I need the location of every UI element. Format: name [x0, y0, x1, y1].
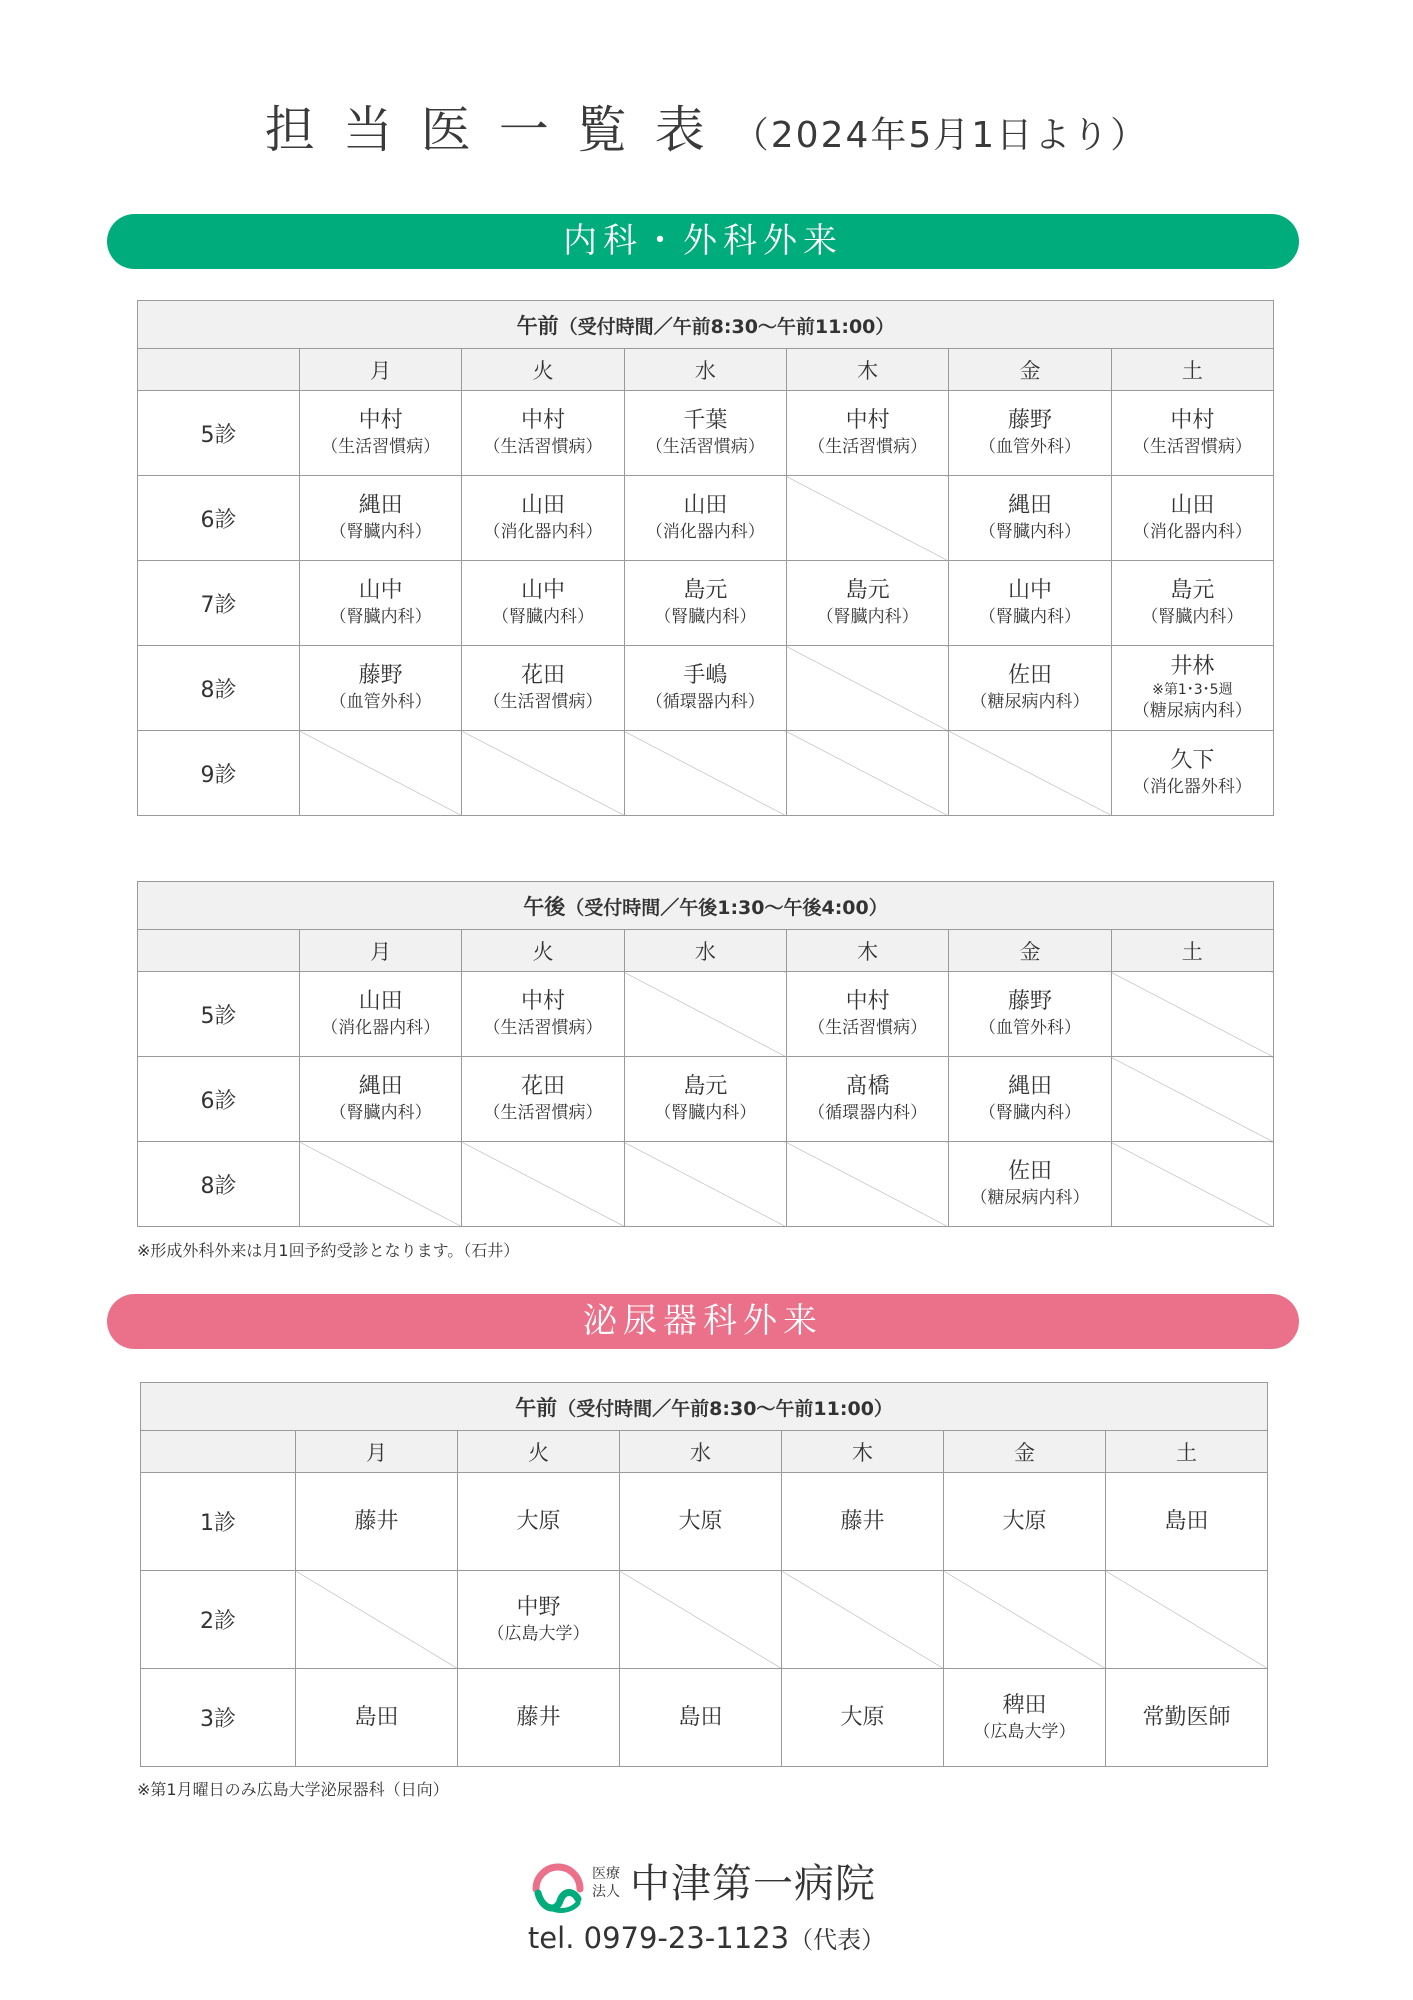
table-row	[141, 1571, 1268, 1669]
empty-slot	[1111, 1142, 1273, 1227]
department: （生活習慣病）	[1132, 437, 1252, 457]
period-header	[138, 301, 1274, 349]
schedule-table-hinyoki-am	[140, 1382, 1268, 1767]
hospital-name: 中津第一病院	[630, 1861, 876, 1907]
doctor-name: 中村	[845, 408, 890, 433]
doctor-cell	[296, 1473, 458, 1571]
empty-slot	[786, 646, 948, 731]
doctor-cell	[786, 561, 948, 646]
table-row	[138, 972, 1274, 1057]
doctor-name: 井林	[1170, 654, 1215, 679]
doctor-name: 久下	[1170, 748, 1215, 773]
doctor-cell	[624, 646, 786, 731]
doctor-cell	[458, 1669, 620, 1767]
doctor-name: 中村	[520, 408, 565, 433]
department: （広島大学）	[487, 1623, 590, 1644]
department: （腎臓内科）	[978, 607, 1081, 627]
room-label: 3診	[141, 1669, 296, 1767]
doctor-name: 大原	[840, 1704, 885, 1730]
doctor-cell	[462, 1057, 624, 1142]
period-label: 午前	[516, 313, 559, 338]
department: （血管外科）	[329, 692, 432, 712]
doctor-cell	[949, 391, 1111, 476]
doctor-cell	[624, 561, 786, 646]
room-label: 7診	[138, 561, 300, 646]
room-label: 2診	[141, 1571, 296, 1669]
empty-slot	[782, 1571, 944, 1669]
period-header	[141, 1383, 1268, 1431]
doctor-name: 佐田	[1007, 663, 1052, 688]
doctor-cell	[1111, 391, 1273, 476]
doctor-name: 山田	[358, 989, 403, 1014]
empty-slot	[462, 1142, 624, 1227]
doctor-cell	[624, 1057, 786, 1142]
doctor-cell	[1106, 1669, 1268, 1767]
empty-slot	[624, 731, 786, 816]
title-date: （2024年5月1日より）	[732, 115, 1149, 156]
doctor-cell	[1111, 731, 1273, 816]
doctor-cell	[1106, 1473, 1268, 1571]
room-label: 1診	[141, 1473, 296, 1571]
weekday-header: 月	[300, 349, 462, 391]
doctor-cell	[300, 646, 462, 731]
department: （生活習慣病）	[808, 1018, 928, 1038]
doctor-cell	[462, 561, 624, 646]
department: （循環器内科）	[645, 692, 765, 712]
department: （消化器内科）	[645, 522, 765, 542]
weekday-row	[138, 349, 1274, 391]
doctor-cell	[624, 391, 786, 476]
doctor-cell	[786, 1057, 948, 1142]
doctor-name: 千葉	[683, 408, 728, 433]
department: （腎臓内科）	[978, 1103, 1081, 1123]
doctor-name: 縄田	[1007, 1074, 1052, 1099]
department: （消化器内科）	[1132, 522, 1252, 542]
doctor-cell	[782, 1669, 944, 1767]
doctor-cell	[300, 561, 462, 646]
empty-slot	[296, 1571, 458, 1669]
weekday-header: 金	[949, 349, 1111, 391]
department: （消化器内科）	[321, 1018, 441, 1038]
doctor-name: 花田	[520, 1074, 565, 1099]
doctor-cell	[1111, 476, 1273, 561]
empty-slot	[462, 731, 624, 816]
doctor-name: 島田	[1164, 1508, 1209, 1534]
weekday-header: 土	[1111, 930, 1273, 972]
doctor-cell	[949, 646, 1111, 731]
weekday-header: 月	[300, 930, 462, 972]
department: （生活習慣病）	[483, 437, 603, 457]
doctor-cell	[944, 1669, 1106, 1767]
department: （腎臓内科）	[329, 607, 432, 627]
doctor-name: 縄田	[358, 493, 403, 518]
table-header-row	[138, 882, 1274, 930]
doctor-name: 島田	[354, 1704, 399, 1730]
table-header-row	[138, 301, 1274, 349]
department: （腎臓内科）	[816, 607, 919, 627]
room-label: 5診	[138, 972, 300, 1057]
doctor-name: 常勤医師	[1142, 1704, 1231, 1730]
weekday-header: 月	[296, 1431, 458, 1473]
schedule-table-naika-am	[137, 300, 1274, 816]
room-label: 8診	[138, 646, 300, 731]
table-row	[138, 391, 1274, 476]
table-row	[141, 1669, 1268, 1767]
weekday-row	[141, 1431, 1268, 1473]
doctor-name: 縄田	[358, 1074, 403, 1099]
department: （生活習慣病）	[483, 1018, 603, 1038]
doctor-name: 藤井	[354, 1508, 399, 1534]
department: （消化器内科）	[483, 522, 603, 542]
doctor-cell	[620, 1669, 782, 1767]
doctor-cell	[462, 972, 624, 1057]
empty-slot	[786, 731, 948, 816]
doctor-cell	[620, 1473, 782, 1571]
doctor-name: 島田	[678, 1704, 723, 1730]
department: （腎臓内科）	[654, 1103, 757, 1123]
doctor-name: 藤野	[358, 663, 403, 688]
empty-slot	[786, 1142, 948, 1227]
hospital-logo	[530, 1855, 890, 1917]
doctor-name: 島元	[1170, 578, 1215, 603]
naika-footnote: ※形成外科外来は月1回予約受診となります。（石井）	[137, 1241, 520, 1260]
hinyoki-footnote: ※第1月曜日のみ広島大学泌尿器科（日向）	[137, 1780, 449, 1799]
empty-slot	[624, 972, 786, 1057]
room-label: 6診	[138, 1057, 300, 1142]
doctor-name: 山田	[683, 493, 728, 518]
phone-number: tel. 0979-23-1123（代表）	[527, 1921, 886, 1955]
period-header	[138, 882, 1274, 930]
doctor-cell	[949, 561, 1111, 646]
empty-slot	[300, 731, 462, 816]
weekday-header: 土	[1111, 349, 1273, 391]
room-label: 5診	[138, 391, 300, 476]
department: （生活習慣病）	[483, 1103, 603, 1123]
empty-slot	[1111, 972, 1273, 1057]
doctor-name: 中村	[845, 989, 890, 1014]
weekday-header: 火	[462, 349, 624, 391]
doctor-name: 手嶋	[683, 663, 728, 688]
doctor-name: 大原	[1002, 1508, 1047, 1534]
table-row	[138, 1142, 1274, 1227]
department: （腎臓内科）	[654, 607, 757, 627]
doctor-name: 島元	[683, 578, 728, 603]
doctor-name: 縄田	[1007, 493, 1052, 518]
doctor-name: 島元	[683, 1074, 728, 1099]
doctor-cell	[786, 972, 948, 1057]
weekday-header: 木	[786, 930, 948, 972]
doctor-name: 山田	[1170, 493, 1215, 518]
doctor-cell	[462, 646, 624, 731]
department: （広島大学）	[973, 1721, 1076, 1742]
page-title	[0, 90, 1413, 162]
department: （生活習慣病）	[483, 692, 603, 712]
weekday-header: 木	[786, 349, 948, 391]
title-main: 担当医一覧表	[264, 101, 733, 159]
doctor-name: 中村	[1170, 408, 1215, 433]
doctor-cell	[300, 972, 462, 1057]
hospital-logo-mark-icon	[530, 1859, 586, 1915]
doctor-name: 藤野	[1007, 408, 1052, 433]
weekday-header: 水	[620, 1431, 782, 1473]
table-row	[138, 561, 1274, 646]
doctor-cell	[296, 1669, 458, 1767]
corner-cell	[138, 349, 300, 391]
department: （血管外科）	[978, 1018, 1081, 1038]
period-label: 午前	[515, 1395, 558, 1420]
weekday-header: 水	[624, 349, 786, 391]
table-row	[141, 1473, 1268, 1571]
doctor-name: 島元	[845, 578, 890, 603]
corporation-label: 医療 法人	[592, 1866, 620, 1900]
reception-hours: （受付時間／午前8:30〜午前11:00）	[557, 1397, 893, 1420]
empty-slot	[624, 1142, 786, 1227]
doctor-name: 中村	[358, 408, 403, 433]
table-row	[138, 1057, 1274, 1142]
doctor-cell	[458, 1571, 620, 1669]
schedule-table-naika-pm	[137, 881, 1274, 1227]
weekday-header: 木	[782, 1431, 944, 1473]
weekday-header: 火	[458, 1431, 620, 1473]
period-label: 午後	[523, 894, 566, 919]
empty-slot	[1106, 1571, 1268, 1669]
corner-cell	[138, 930, 300, 972]
department: （腎臓内科）	[329, 1103, 432, 1123]
weekday-header: 土	[1106, 1431, 1268, 1473]
empty-slot	[620, 1571, 782, 1669]
table-header-row	[141, 1383, 1268, 1431]
reception-hours: （受付時間／午後1:30〜午後4:00）	[565, 896, 888, 919]
doctor-name: 稗田	[1002, 1692, 1047, 1718]
doctor-name: 藤野	[1007, 989, 1052, 1014]
section-banner-hinyoki: 泌尿器科外来	[107, 1294, 1299, 1349]
department: （腎臓内科）	[1141, 607, 1244, 627]
department: （生活習慣病）	[645, 437, 765, 457]
room-label: 9診	[138, 731, 300, 816]
doctor-cell	[949, 1142, 1111, 1227]
weekday-header: 水	[624, 930, 786, 972]
department: （生活習慣病）	[808, 437, 928, 457]
doctor-name: 髙橋	[845, 1074, 890, 1099]
doctor-name: 山中	[520, 578, 565, 603]
department: （腎臓内科）	[978, 522, 1081, 542]
doctor-name: 花田	[520, 663, 565, 688]
department: （糖尿病内科）	[1132, 701, 1252, 721]
doctor-cell	[949, 1057, 1111, 1142]
weekday-row	[138, 930, 1274, 972]
doctor-name: 佐田	[1007, 1159, 1052, 1184]
doctor-cell	[786, 391, 948, 476]
doctor-cell	[944, 1473, 1106, 1571]
doctor-cell	[782, 1473, 944, 1571]
department: （腎臓内科）	[329, 522, 432, 542]
department: （消化器外科）	[1132, 777, 1252, 797]
schedule-note: ※第1･3･5週	[1152, 682, 1233, 698]
department: （糖尿病内科）	[970, 1188, 1090, 1208]
doctor-cell	[949, 972, 1111, 1057]
corner-cell	[141, 1431, 296, 1473]
doctor-name: 大原	[678, 1508, 723, 1534]
room-label: 6診	[138, 476, 300, 561]
doctor-cell	[462, 476, 624, 561]
empty-slot	[300, 1142, 462, 1227]
weekday-header: 金	[944, 1431, 1106, 1473]
doctor-name: 大原	[516, 1508, 561, 1534]
doctor-cell	[462, 391, 624, 476]
doctor-name: 中村	[520, 989, 565, 1014]
doctor-name: 藤井	[516, 1704, 561, 1730]
doctor-name: 山中	[1007, 578, 1052, 603]
doctor-cell	[300, 1057, 462, 1142]
empty-slot	[786, 476, 948, 561]
table-row	[138, 646, 1274, 731]
doctor-cell	[1111, 561, 1273, 646]
doctor-cell	[458, 1473, 620, 1571]
table-row	[138, 731, 1274, 816]
empty-slot	[1111, 1057, 1273, 1142]
doctor-cell	[1111, 646, 1273, 731]
reception-hours: （受付時間／午前8:30〜午前11:00）	[558, 315, 895, 338]
empty-slot	[944, 1571, 1106, 1669]
table-row	[138, 476, 1274, 561]
doctor-name: 藤井	[840, 1508, 885, 1534]
department: （糖尿病内科）	[970, 692, 1090, 712]
department: （血管外科）	[978, 437, 1081, 457]
department: （循環器内科）	[808, 1103, 928, 1123]
doctor-cell	[300, 476, 462, 561]
section-banner-naika: 内科・外科外来	[107, 214, 1299, 269]
department: （生活習慣病）	[321, 437, 441, 457]
doctor-cell	[624, 476, 786, 561]
empty-slot	[949, 731, 1111, 816]
room-label: 8診	[138, 1142, 300, 1227]
doctor-name: 中野	[516, 1594, 561, 1620]
weekday-header: 金	[949, 930, 1111, 972]
doctor-name: 山田	[520, 493, 565, 518]
department: （腎臓内科）	[491, 607, 594, 627]
doctor-name: 山中	[358, 578, 403, 603]
doctor-cell	[300, 391, 462, 476]
weekday-header: 火	[462, 930, 624, 972]
doctor-cell	[949, 476, 1111, 561]
